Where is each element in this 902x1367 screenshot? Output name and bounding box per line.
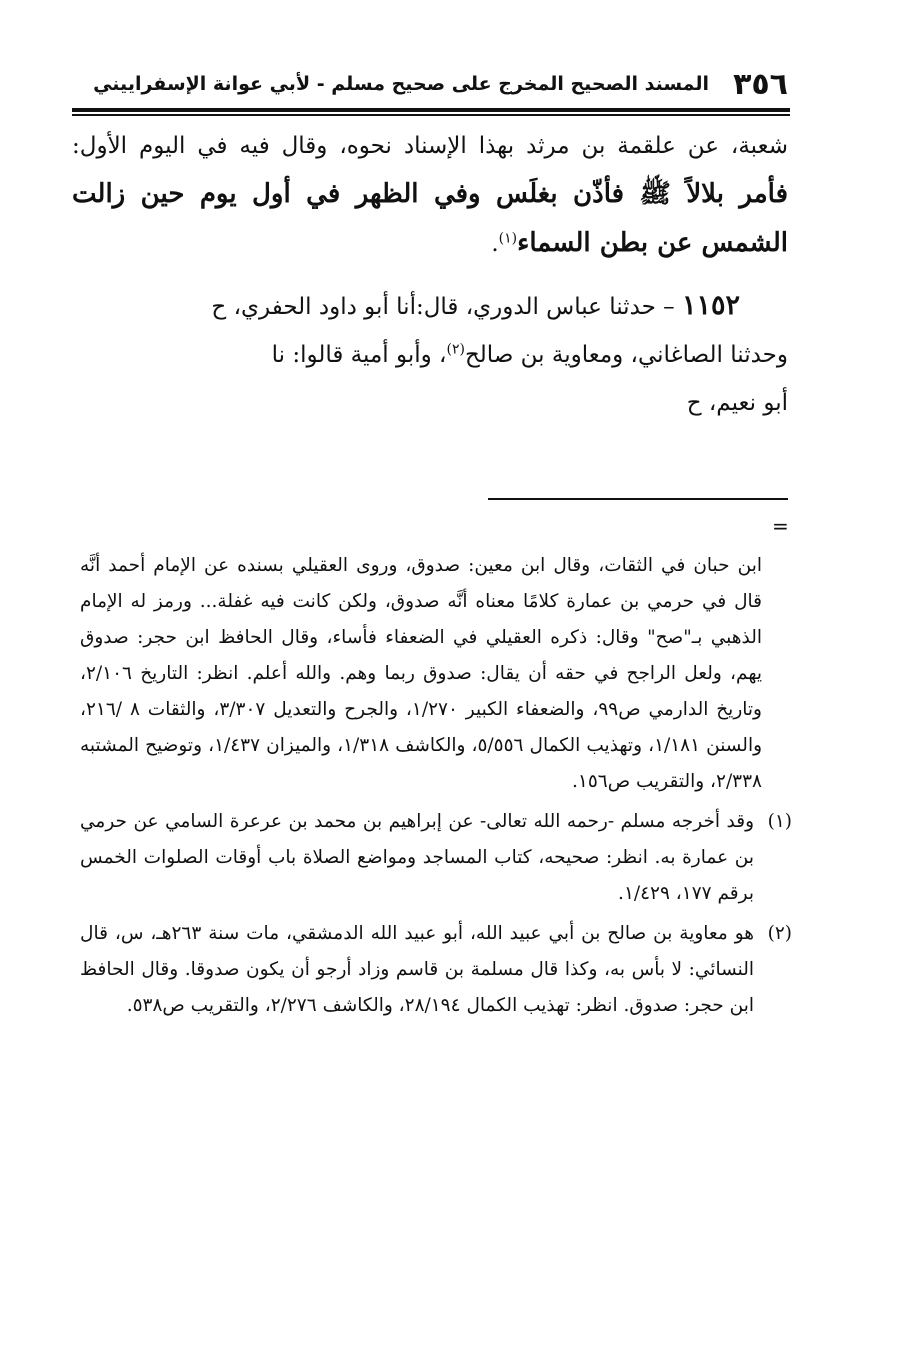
footnote-2-number: (٢) [767,923,792,944]
footnote-continued: ابن حبان في الثقات، وقال ابن معين: صدوق، وروى العقيلي بسنده عن الإمام أحمد أنَّه قال في حرمي بن عمارة كلامًا معناه أنَّه صدوق، ولكن كانت فيه غفلة... ورمز له الإمام الذهبي بـ"صح" وقال: ذكره العقيلي في الضعفاء فأساء، وقال الحافظ ابن حجر: صدوق يهم، ولعل الراجح في حقه أن يقال: صدوق ربما وهم. والله أعلم. انظر: التاريخ ٢/١٠٦، وتاريخ الدارمي ص٩٩، والضعفاء الكبير ١/٢٧٠، والجرح والتعديل ٣/٣٠٧، والثقات ٨ /٢١٦، والسنن ١/١٨١، وتهذيب الكمال ٥/٥٥٦، والكاشف ١/٣١٨، والميزان ١/٤٣٧، وتوضيح المشتبه ٢/٣٣٨، والتقريب ص١٥٦. [80,555,763,792]
paragraph-1-text: شعبة، عن علقمة بن مرثد بهذا الإسناد نحوه، وقال فيه في اليوم الأول: [72,133,788,159]
running-title: المسند الصحيح المخرج على صحيح مسلم - لأبي عوانة الإسفراييني [93,73,710,95]
footnote-1 [80,804,792,912]
main-text [72,122,788,427]
hadith-line-3 [72,379,788,427]
hadith-line-1-text: – حدثنا عباس الدوري، قال:أنا أبو داود الحفري، ح [211,294,682,320]
footnote-2 [80,916,792,1024]
footnote-1-number: (١) [767,811,792,832]
paragraph-1 [72,122,788,268]
paragraph-1-bold-text: فأمر بلالاً ﷺ فأذّن بغلَس وفي الظهر في أول يوم حين زالت الشمس عن بطن السماء [72,179,788,258]
footnotes [80,548,792,1024]
page-number: ٣٥٦ [733,66,788,102]
footnote-ref-1[interactable]: (١) [498,230,518,247]
continuation-mark: = [772,514,789,538]
hadith-line-1 [72,282,788,331]
paragraph-1-end: . [491,231,499,257]
footnote-separator [488,498,788,500]
footnote-ref-2[interactable]: (٢) [446,341,465,358]
footnote-2-text: هو معاوية بن صالح بن أبي عبيد الله، أبو عبيد الله الدمشقي، مات سنة ٢٦٣هـ، س، قال النسائي: لا بأس به، وكذا قال مسلمة بن قاسم وزاد أرجو أن يكون صدوقا. وقال الحافظ ابن حجر: صدوق. انظر: تهذيب الكمال ٢٨/١٩٤، والكاشف ٢/٢٧٦، والتقريب ص٥٣٨. [80,923,755,1016]
hadith-line-2-text-a: وحدثنا الصاغاني، ومعاوية بن صالح [464,342,788,368]
hadith-line-3-text: أبو نعيم، ح [686,390,788,416]
footnote-1-text: وقد أخرجه مسلم -رحمه الله تعالى- عن إبراهيم بن محمد بن عرعرة السامي عن حرمي بن عمارة به. انظر: صحيحه، كتاب المساجد ومواضع الصلاة باب أوقات الصلوات الخمس برقم ١٧٧، ١/٤٢٩. [80,811,754,904]
hadith-line-2 [72,331,788,379]
hadith-line-2-text-b: ، وأبو أمية قالوا: نا [271,342,447,368]
hadith-number: ١١٥٢ [681,290,740,321]
page-header [72,66,788,102]
header-rule-thick [72,108,790,112]
header-rule-thin [72,114,790,116]
